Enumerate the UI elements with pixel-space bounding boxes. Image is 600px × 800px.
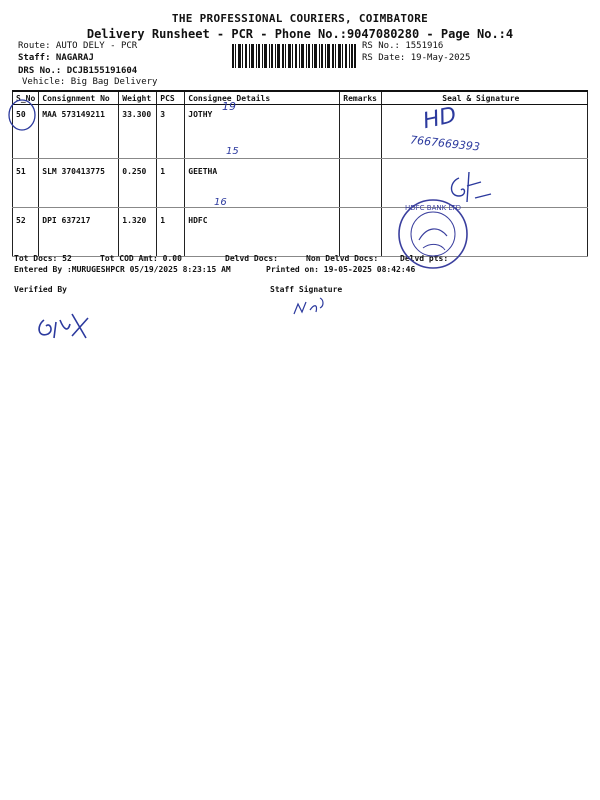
cell-consignee: GEETHA — [185, 159, 340, 208]
printed-on: Printed on: 19-05-2025 08:42:46 — [266, 265, 416, 274]
cell-pcs: 1 — [157, 159, 185, 208]
cell-weight: 0.250 — [119, 159, 157, 208]
delivered-pts: Delvd pts: — [400, 254, 449, 263]
col-remarks: Remarks — [340, 91, 382, 105]
cell-weight: 33.300 — [119, 105, 157, 159]
handwritten-phone: 7667669393 — [409, 133, 481, 154]
delivered-docs: Delvd Docs: — [225, 254, 278, 263]
rs-date: RS Date: 19-May-2025 — [362, 53, 471, 63]
verifier-signature-icon — [34, 304, 98, 344]
cell-consignment: MAA 573149211 — [39, 105, 119, 159]
table-row — [13, 105, 588, 159]
cell-weight: 1.320 — [119, 208, 157, 257]
handwritten-num-3: 16 — [214, 197, 227, 208]
cell-consignment: DPI 637217 — [39, 208, 119, 257]
table-header-row — [13, 91, 588, 105]
col-consignment: Consignment No — [39, 91, 119, 105]
drs-number: DRS No.: DCJB155191604 — [18, 66, 138, 76]
col-sno: S_No — [13, 91, 39, 105]
cell-sno: 51 — [13, 159, 39, 208]
cell-consignment: SLM 370413775 — [39, 159, 119, 208]
handwritten-hd: HD — [420, 102, 459, 135]
cell-consignee: JOTHY — [185, 105, 340, 159]
cell-consignee: HDFC — [185, 208, 340, 257]
col-weight: Weight — [119, 91, 157, 105]
runsheet-table — [12, 90, 588, 257]
bank-seal-stamp-icon — [393, 196, 475, 274]
total-cod: Tot COD Amt: 0.00 — [100, 254, 182, 263]
cell-pcs: 1 — [157, 208, 185, 257]
runsheet-subtitle: Delivery Runsheet - PCR - Phone No.:9047080280 - Page No.:4 — [86, 27, 514, 41]
cell-sno: 52 — [13, 208, 39, 257]
col-seal: Seal & Signature — [382, 91, 588, 105]
cell-pcs: 3 — [157, 105, 185, 159]
rs-number: RS No.: 1551916 — [362, 41, 444, 51]
cell-remarks — [340, 208, 382, 257]
staff: Staff: NAGARAJ — [18, 53, 94, 63]
handwritten-num-1: 19 — [222, 100, 236, 113]
handwritten-num-2: 15 — [226, 146, 239, 157]
company-title: THE PROFESSIONAL COURIERS, COIMBATORE — [171, 12, 429, 25]
col-consignee: Consignee Details — [185, 91, 340, 105]
staff-signature-icon — [290, 292, 330, 320]
total-docs: Tot Docs: 52 — [14, 254, 72, 263]
col-pcs: PCS — [157, 91, 185, 105]
cell-sno: 50 — [13, 105, 39, 159]
vehicle: Vehicle: Big Bag Delivery — [22, 77, 158, 87]
circle-mark-icon — [6, 98, 40, 134]
cell-seal — [382, 102, 588, 159]
non-delivered-docs: Non Delvd Docs: — [306, 254, 379, 263]
table-row — [13, 159, 588, 208]
table-row — [13, 208, 588, 257]
svg-text:HDFC BANK LTD: HDFC BANK LTD — [404, 204, 462, 212]
cell-remarks — [340, 105, 382, 159]
entered-by: Entered By :MURUGESHPCR 05/19/2025 8:23:15 AM — [14, 265, 231, 274]
staff-signature-label: Staff Signature — [270, 285, 343, 294]
route: Route: AUTO DELY - PCR — [18, 41, 138, 51]
barcode — [232, 44, 356, 68]
cell-remarks — [340, 159, 382, 208]
verified-by-label: Verified By — [14, 285, 67, 294]
